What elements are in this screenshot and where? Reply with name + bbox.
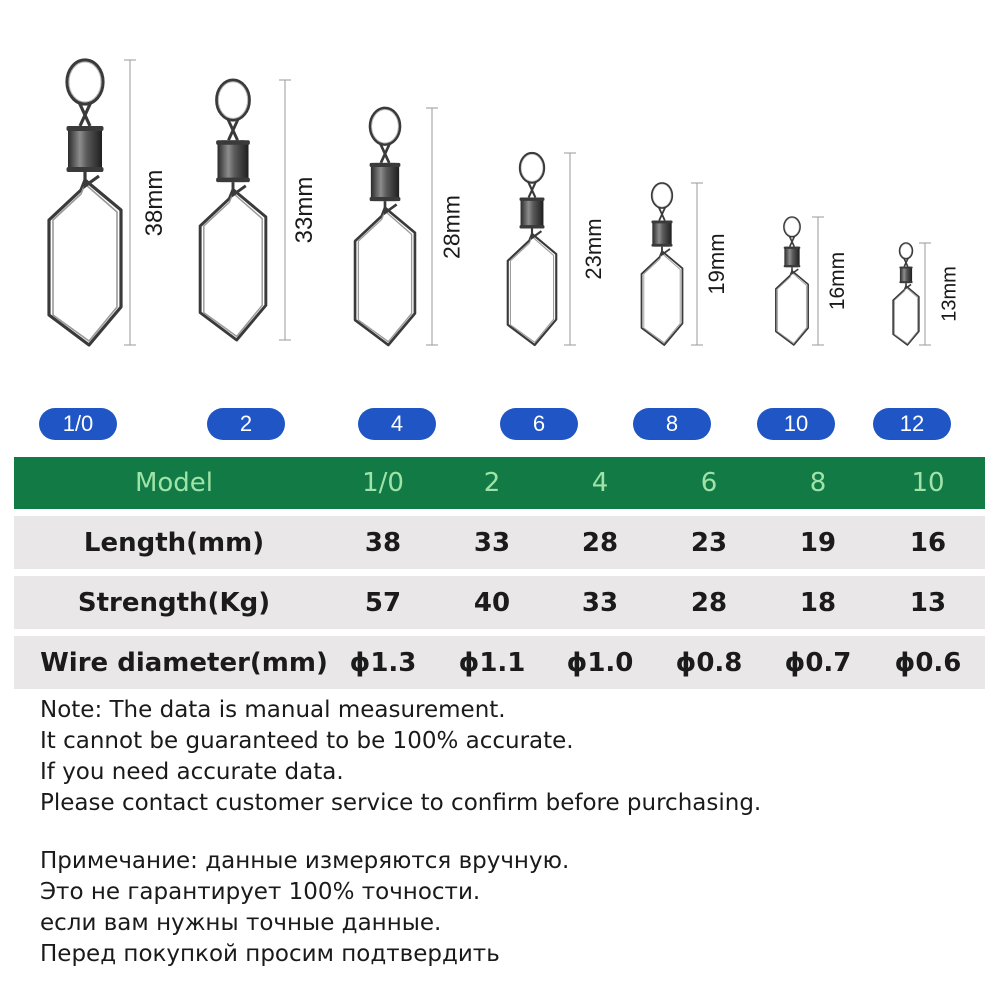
table-cell: 13 <box>909 587 947 618</box>
table-header-row <box>14 457 985 509</box>
swivel-barrel <box>68 126 102 172</box>
size-badge: 6 <box>500 408 578 440</box>
header-cell: 6 <box>700 468 718 498</box>
swivel-eye-highlight <box>901 244 912 258</box>
dimension-label: 38mm <box>141 169 168 236</box>
swivel-barrel <box>521 197 544 228</box>
swivel-barrel <box>784 247 799 268</box>
size-badge: 8 <box>633 408 711 440</box>
swivel-barrel-rim-top <box>784 247 801 249</box>
table-cell: ϕ1.1 <box>458 647 526 678</box>
swivel-eye-ring <box>784 217 800 237</box>
table-cell: ϕ0.8 <box>675 647 743 678</box>
swivel-barrel <box>652 221 671 247</box>
swivel-barrel-rim-top <box>67 126 104 131</box>
size-badge: 2 <box>207 408 285 440</box>
table-cell: 28 <box>690 587 728 618</box>
dimension-label: 13mm <box>938 266 961 322</box>
swivel-barrel-rim-top <box>216 140 250 145</box>
swivel-barrel <box>371 163 399 201</box>
table-cell: ϕ0.6 <box>894 647 962 678</box>
swivel-eye-ring <box>652 183 672 208</box>
table-row-strength <box>14 576 985 629</box>
swivel-eye-ring <box>520 153 544 183</box>
swivel-eye-highlight <box>785 218 799 236</box>
size-badge: 1/0 <box>39 408 117 440</box>
table-cell: 33 <box>473 527 511 558</box>
size-badge: 10 <box>757 408 835 440</box>
row-label: Length(mm) <box>83 527 265 558</box>
swivel-barrel-rim-top <box>520 197 545 200</box>
note-english <box>40 695 761 819</box>
table-cell: ϕ1.0 <box>566 647 634 678</box>
dimension-label: 19mm <box>704 233 729 295</box>
table-cell: 40 <box>473 587 511 618</box>
swivel-barrel-rim-top <box>899 267 912 269</box>
table-cell: 16 <box>909 527 947 558</box>
swivel-eye-ring <box>370 108 400 145</box>
row-label: Strength(Kg) <box>77 587 271 618</box>
size-badge: 12 <box>873 408 951 440</box>
note-line: Note: The data is manual measurement. <box>40 697 506 723</box>
header-cell: 2 <box>483 468 501 498</box>
swivel-barrel-rim-bottom <box>784 265 801 267</box>
note-line: Перед покупкой просим подтвердить <box>40 941 500 967</box>
note-line: If you need accurate data. <box>40 759 344 785</box>
swivel-barrel-rim-top <box>651 221 672 224</box>
table-row-length <box>14 516 985 569</box>
table-cell: 57 <box>364 587 402 618</box>
table-row-wire-diameter <box>14 636 985 689</box>
swivel-eye-highlight <box>69 62 101 102</box>
table-cell: 19 <box>799 527 837 558</box>
swivel-barrel <box>217 140 248 182</box>
dimension-label: 28mm <box>438 194 465 259</box>
dimension-label: 16mm <box>826 251 849 311</box>
dimension-label: 33mm <box>291 176 318 244</box>
swivel-eye-ring <box>900 243 913 259</box>
swivel-eye-highlight <box>218 82 247 119</box>
note-line: Примечание: данные измеряются вручную. <box>40 848 570 874</box>
swivel-barrel-rim-bottom <box>370 197 401 201</box>
note-russian <box>40 846 569 970</box>
note-line: если вам нужны точные данные. <box>40 910 442 936</box>
swivel-barrel-rim-bottom <box>67 167 104 172</box>
swivel-barrel-rim-bottom <box>651 244 672 247</box>
table-cell: ϕ1.3 <box>349 647 417 678</box>
swivel-barrel-rim-bottom <box>520 225 545 228</box>
swivel-eye-highlight <box>521 154 543 181</box>
swivel-eye-highlight <box>372 110 399 143</box>
row-label: Wire diameter(mm) <box>40 647 328 678</box>
table-cell: 28 <box>581 527 619 558</box>
table-cell: 23 <box>690 527 728 558</box>
header-cell: 8 <box>809 468 827 498</box>
dimension-label: 23mm <box>581 218 606 280</box>
table-cell: 33 <box>581 587 619 618</box>
size-badge: 4 <box>358 408 436 440</box>
note-line: Это не гарантирует 100% точности. <box>40 879 481 905</box>
spec-table <box>14 457 985 696</box>
note-line: Please contact customer service to confirm before purchasing. <box>40 790 762 816</box>
swivel-barrel-rim-bottom <box>216 178 250 183</box>
swivel-barrel <box>900 267 912 283</box>
table-cell: 38 <box>364 527 402 558</box>
swivel-eye-ring <box>217 80 250 120</box>
header-cell: 4 <box>591 468 609 498</box>
header-label: Model <box>134 468 214 498</box>
table-cell: ϕ0.7 <box>784 647 852 678</box>
swivel-barrel-rim-top <box>370 163 401 167</box>
swivel-eye-ring <box>67 60 103 104</box>
swivel-eye-highlight <box>653 184 671 207</box>
header-cell: 1/0 <box>362 468 404 498</box>
table-cell: 18 <box>799 587 837 618</box>
swivel-barrel-rim-bottom <box>899 281 912 283</box>
note-line: It cannot be guaranteed to be 100% accurate. <box>40 728 574 754</box>
header-cell: 10 <box>911 468 945 498</box>
